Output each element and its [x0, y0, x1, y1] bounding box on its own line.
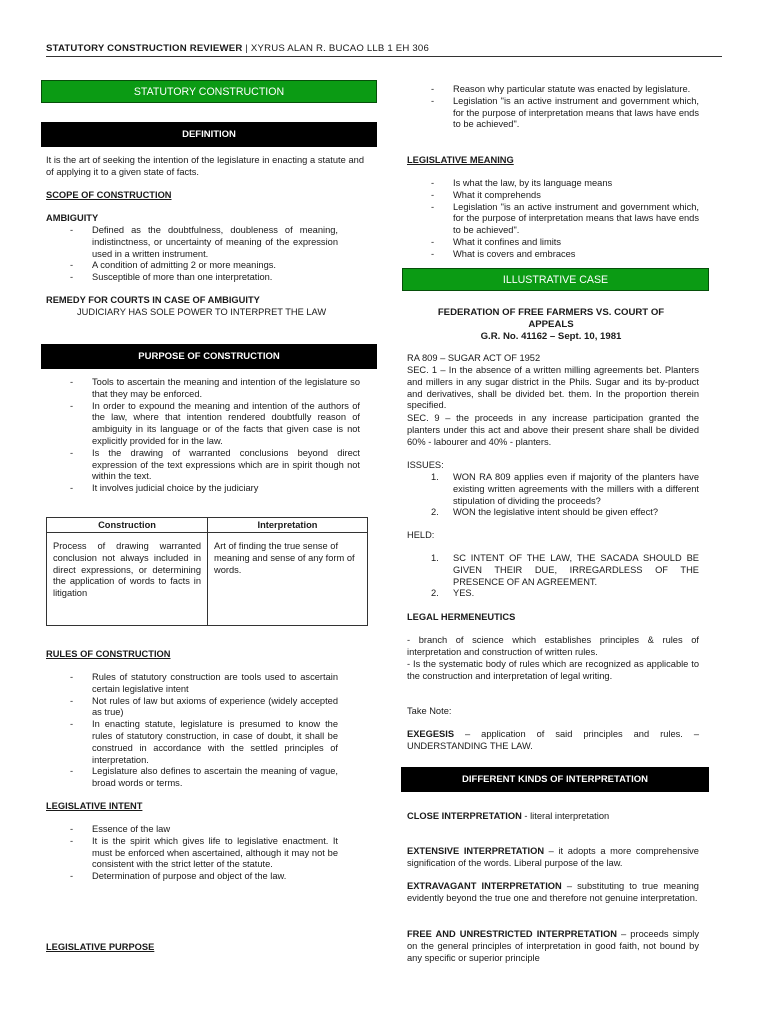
list-item: - Susceptible of more than one interpretation. [46, 272, 338, 284]
purpose-continuation-list [407, 84, 699, 131]
legislative-intent-heading: LEGISLATIVE INTENT [46, 801, 143, 811]
section-9-text: SEC. 9 – the proceeds in any increase participation granted the planters under this act and above their present share shall be divided 60% - labourer and 40% - planters. [407, 413, 699, 447]
remedy-text: JUDICIARY HAS SOLE POWER TO INTERPRET THE LAW [77, 307, 327, 317]
case-title: FEDERATION OF FREE FARMERS VS. COURT OF APPEALS [437, 307, 665, 331]
ambiguity-list [46, 225, 338, 284]
list-item: - Legislation "is an active instrument and government which, for the purpose of interpretation means that laws have ends to be achieved". [407, 202, 699, 237]
list-item: - Not rules of law but axioms of experience (widely accepted as true) [46, 696, 338, 720]
list-item: - Tools to ascertain the meaning and intention of the legislature so that they may be enforced. [46, 377, 360, 401]
list-item: - It involves judicial choice by the judiciary [46, 483, 360, 495]
list-item: - Determination of purpose and object of the law. [46, 871, 338, 883]
table-header-construction: Construction [47, 518, 208, 533]
legislative-meaning-heading: LEGISLATIVE MEANING [407, 155, 514, 165]
purpose-list [46, 377, 360, 495]
definition-bar: DEFINITION [41, 122, 377, 147]
list-item: - Defined as the doubtfulness, doubleness of meaning, indistinctness, or uncertainty of meaning of the expression used in a written instrument. [46, 225, 338, 260]
rules-list [46, 672, 338, 790]
list-item: 1. WON RA 809 applies even if majority of the planters have existing written agreements with the millers with a different stipulation of dividing the proceeds? [431, 472, 699, 506]
table-cell-construction: Process of drawing warranted conclusion not always included in direct expressions, or determining the application of words to facts in litigation [47, 533, 208, 626]
list-item: - A condition of admitting 2 or more meanings. [46, 260, 338, 272]
author-line: | XYRUS ALAN R. BUCAO LLB 1 EH 306 [242, 43, 430, 54]
close-interpretation: CLOSE INTERPRETATION - literal interpretation [407, 811, 610, 821]
ra-title: RA 809 – SUGAR ACT OF 1952 [407, 353, 541, 363]
issues-list [407, 472, 699, 519]
list-item: - Rules of statutory construction are tools used to ascertain certain legislative intent [46, 672, 338, 696]
intent-list [46, 824, 338, 883]
construction-vs-interpretation-table [46, 517, 368, 626]
definition-text: It is the art of seeking the intention of the legislature in enacting a statute and of applying it to a given state of facts. [46, 155, 364, 177]
table-cell-interpretation: Art of finding the true sense of meaning and sense of any form of words. [208, 533, 368, 626]
list-item: - What it confines and limits [407, 237, 699, 249]
legislative-purpose-heading: LEGISLATIVE PURPOSE [46, 942, 155, 952]
main-title-bar: STATUTORY CONSTRUCTION [41, 80, 377, 103]
hermeneutics-text-2: - Is the systematic body of rules which are recognized as applicable to the construction and interpretation of legal writing. [407, 659, 699, 681]
meaning-list [407, 178, 699, 261]
list-item: - Is what the law, by its language means [407, 178, 699, 190]
legal-hermeneutics-heading: LEGAL HERMENEUTICS [407, 612, 516, 622]
kinds-of-interpretation-bar: DIFFERENT KINDS OF INTERPRETATION [401, 767, 709, 792]
list-item: 1. SC INTENT OF THE LAW, THE SACADA SHOULD BE GIVEN THEIR DUE, IRREGARDLESS OF THE PRESENCE OF AN AGREEMENT. [431, 553, 699, 587]
held-label: HELD: [407, 530, 435, 540]
case-gr-number: G.R. No. 41162 – Sept. 10, 1981 [480, 331, 622, 342]
take-note-label: Take Note: [407, 706, 452, 716]
list-item: - In order to expound the meaning and intention of the authors of the law, where that intention rendered doubtfully reason of ambiguity in its language or of the facts that given case is not explicitly provided for in the law. [46, 401, 360, 448]
list-item: - It is the spirit which gives life to legislative enactment. It must be enforced when ascertained, although it may not be consistent with the strict letter of the statute. [46, 836, 338, 871]
scope-heading: SCOPE OF CONSTRUCTION [46, 190, 172, 200]
illustrative-case-bar: ILLUSTRATIVE CASE [402, 268, 709, 291]
list-item: - Reason why particular statute was enacted by legislature. [407, 84, 699, 96]
list-item: - In enacting statute, legislature is presumed to know the rules of statutory construction, in case of doubt, it shall be construed in accordance with the settled principles of interpretation. [46, 719, 338, 766]
table-header-interpretation: Interpretation [208, 518, 368, 533]
list-item: - What is covers and embraces [407, 249, 699, 261]
purpose-bar: PURPOSE OF CONSTRUCTION [41, 344, 377, 369]
list-item: 2. YES. [431, 588, 475, 599]
list-item: - Legislature also defines to ascertain the meaning of vague, broad words or terms. [46, 766, 338, 790]
ambiguity-heading: AMBIGUITY [46, 213, 99, 223]
document-title: STATUTORY CONSTRUCTION REVIEWER [46, 43, 243, 54]
page-header [46, 43, 722, 57]
list-item: - What it comprehends [407, 190, 699, 202]
section-1-text: SEC. 1 – In the absence of a written milling agreements bet. Planters and millers in any sugar district in the Phils. Sugar and its by-product and derivatives, shall be divided bet. them. In the proportion therein specified. [407, 365, 699, 411]
rules-heading: RULES OF CONSTRUCTION [46, 649, 171, 659]
list-item: 2. WON the legislative intent should be given effect? [431, 507, 658, 518]
issues-label: ISSUES: [407, 460, 444, 470]
exegesis-text: EXEGESIS – application of said principles and rules. – UNDERSTANDING THE LAW. [407, 729, 699, 751]
list-item: - Is the drawing of warranted conclusions beyond direct expression of the text expressions which are in spirit though not within the text. [46, 448, 360, 483]
list-item: - Essence of the law [46, 824, 338, 836]
extravagant-interpretation: EXTRAVAGANT INTERPRETATION – substituting to true meaning evidently beyond the true one and therefore not genuine interpretation. [407, 881, 699, 903]
held-list [407, 553, 699, 600]
extensive-interpretation: EXTENSIVE INTERPRETATION – it adopts a more comprehensive signification of the words. Liberal purpose of the law. [407, 846, 699, 868]
hermeneutics-text-1: - branch of science which establishes principles & rules of interpretation and construction of written rules. [407, 635, 699, 657]
remedy-heading: REMEDY FOR COURTS IN CASE OF AMBIGUITY [46, 295, 260, 305]
free-interpretation: FREE AND UNRESTRICTED INTERPRETATION – proceeds simply on the general principles of interpretation in good faith, not bound by any specific or superior principle [407, 929, 699, 963]
list-item: - Legislation "is an active instrument and government which, for the purpose of interpretation means that laws have ends to be achieved". [407, 96, 699, 131]
